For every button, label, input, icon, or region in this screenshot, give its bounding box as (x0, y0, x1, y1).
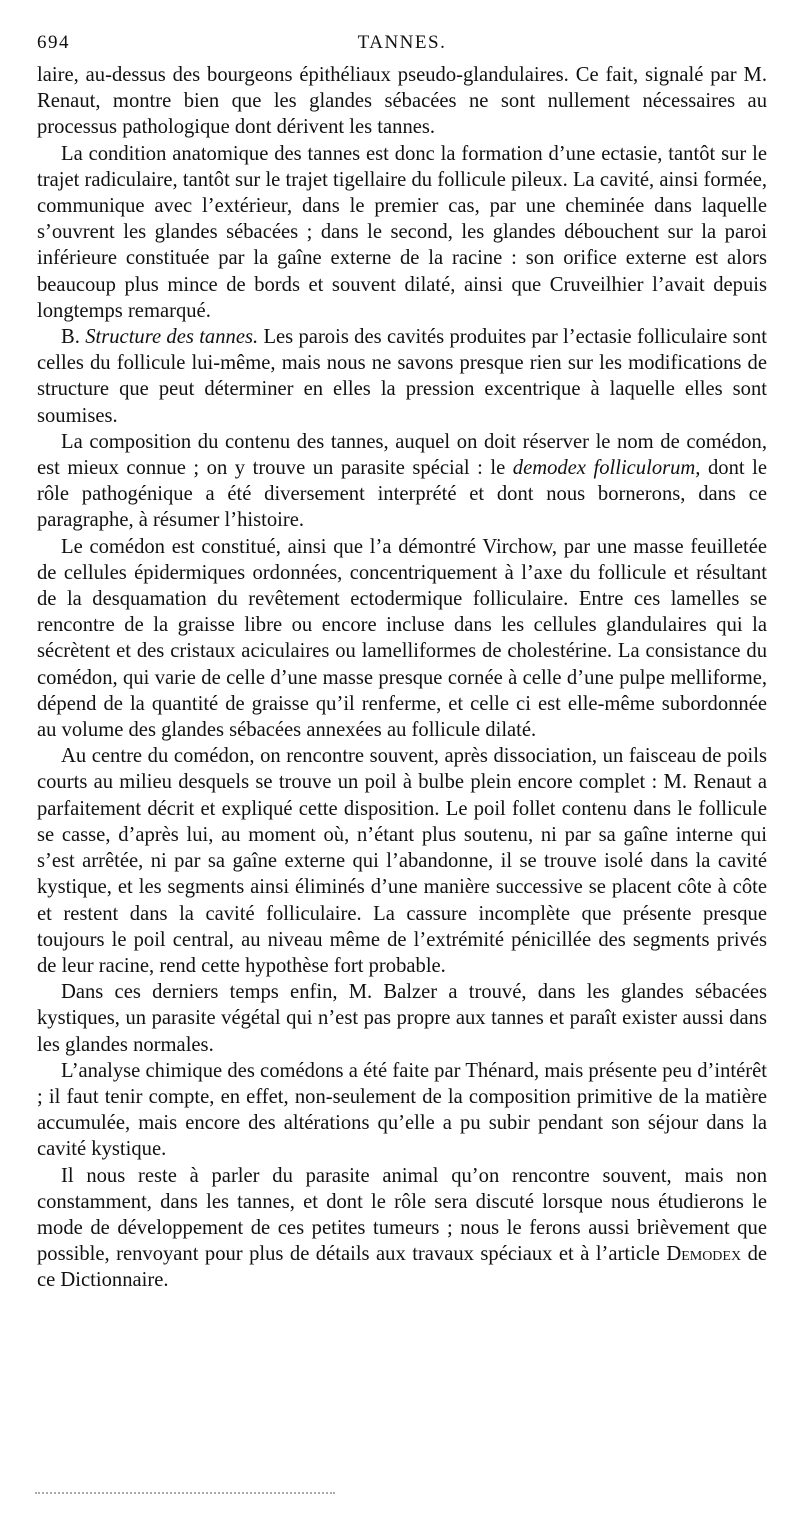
paragraph: laire, au-dessus des bourgeons épithéliaux pseudo-glandulaires. Ce fait, signalé par M. Renaut, montre bien que les glandes sébacées ne sont nullement nécessaires au processus pathologique dont dérivent les tannes. (37, 64, 767, 139)
section-body: Les parois des cavités produites par l’ectasie folliculaire sont celles du follicule lui-même, mais nous ne savons presque rien sur les modifications de structure que peut déterminer en elles la pression excentrique à laquelle elles sont soumises. (37, 326, 767, 427)
section-letter: B. (61, 326, 80, 349)
page-header (37, 30, 767, 56)
page-number: 694 (37, 32, 70, 53)
cross-reference: Demodex (666, 1243, 742, 1266)
paragraph (37, 1163, 767, 1294)
paragraph-text: Il nous reste à parler du parasite animal qu’on rencontre souvent, mais non constamment, dans les tannes, et dont le rôle sera discuté lorsque nous étudierons le mode de développement de ces petites tumeurs ; nous le ferons aussi brièvement que possible, renvoyant pour plus de détails aux travaux spéciaux et à l’article (37, 1164, 767, 1266)
paragraph-text: de ce Dictionnaire. (37, 1243, 767, 1292)
page (37, 30, 767, 1294)
paragraph-text: La composition du contenu des tannes, auquel on doit réserver le nom de comédon, est mieux connue ; on y trouve un parasite spécial : le (37, 430, 767, 480)
paragraph: Au centre du comédon, on rencontre souvent, après dissociation, un faisceau de poils courts au milieu desquels se trouve un poil à bulbe plein encore complet : M. Renaut a parfaitement décrit et expliqué cette disposition. Le poil follet contenu dans le follicule se casse, d’après lui, au moment où, n’étant plus soutenu, ni par sa gaîne interne qui s’est arrêtée, ni par sa gaîne externe qui l’abandonne, il se trouve isolé dans la cavité kystique, et les segments ainsi éliminés d’une manière successive se placent côte à côte et restent dans la cavité folliculaire. La cassure incomplète que présente presque toujours le poil central, au niveau même de l’extrémité pénicillée des segments privés de leur racine, rend cette hypothèse fort probable. (37, 745, 767, 977)
section-b-paragraph (37, 324, 767, 429)
footer-rule (35, 1488, 335, 1494)
section-title: Structure des tannes. (85, 326, 259, 349)
paragraph: Le comédon est constitué, ainsi que l’a démontré Virchow, par une masse feuilletée de cellules épidermiques ordonnées, concentriquement à l’axe du follicule et résultant de la desquamation du revêtement ectodermique folliculaire. Entre ces lamelles se rencontre de la graisse libre ou encore incluse dans les cellules glandulaires qui la sécrètent et des cristaux aciculaires ou lamelliformes de cholestérine. La consistance du comédon, qui varie de celle d’une masse presque cornée à celle d’une pulpe melliforme, dépend de la quantité de graisse qu’il renferme, et celle ci est elle-même subordonnée au volume des glandes sébacées annexées au follicule dilaté. (37, 535, 767, 742)
running-title: TANNES. (357, 32, 447, 53)
paragraph-text: dont le rôle pathogénique a été diversement interprété et dont nous bornerons, dans ce paragraphe, à résumer l’histoire. (37, 457, 767, 532)
species-name: demodex folliculorum, (512, 457, 701, 480)
paragraph: L’analyse chimique des comédons a été faite par Thénard, mais présente peu d’intérêt ; il faut tenir compte, en effet, non-seulement de la composition primitive de la matière accumulée, mais encore des altérations qu’elle a pu subir pendant son séjour dans la cavité kystique. (37, 1059, 767, 1161)
paragraph (37, 429, 767, 534)
paragraph: Dans ces derniers temps enfin, M. Balzer a trouvé, dans les glandes sébacées kystiques, un parasite végétal qui n’est pas propre aux tannes et paraît exister aussi dans les glandes normales. (37, 981, 767, 1056)
paragraph: La condition anatomique des tannes est donc la formation d’une ectasie, tantôt sur le trajet radiculaire, tantôt sur le trajet tigellaire du follicule pileux. La cavité, ainsi formée, communique avec l’extérieur, dans le premier cas, par une cheminée dans laquelle s’ouvrent les glandes sébacées ; dans le second, les glandes débouchent sur la paroi inférieure constituée par la gaîne externe de la racine : son orifice externe est alors beaucoup plus mince de bords et souvent dilaté, ainsi que Cruveilhier l’avait depuis longtemps remarqué. (37, 142, 767, 322)
